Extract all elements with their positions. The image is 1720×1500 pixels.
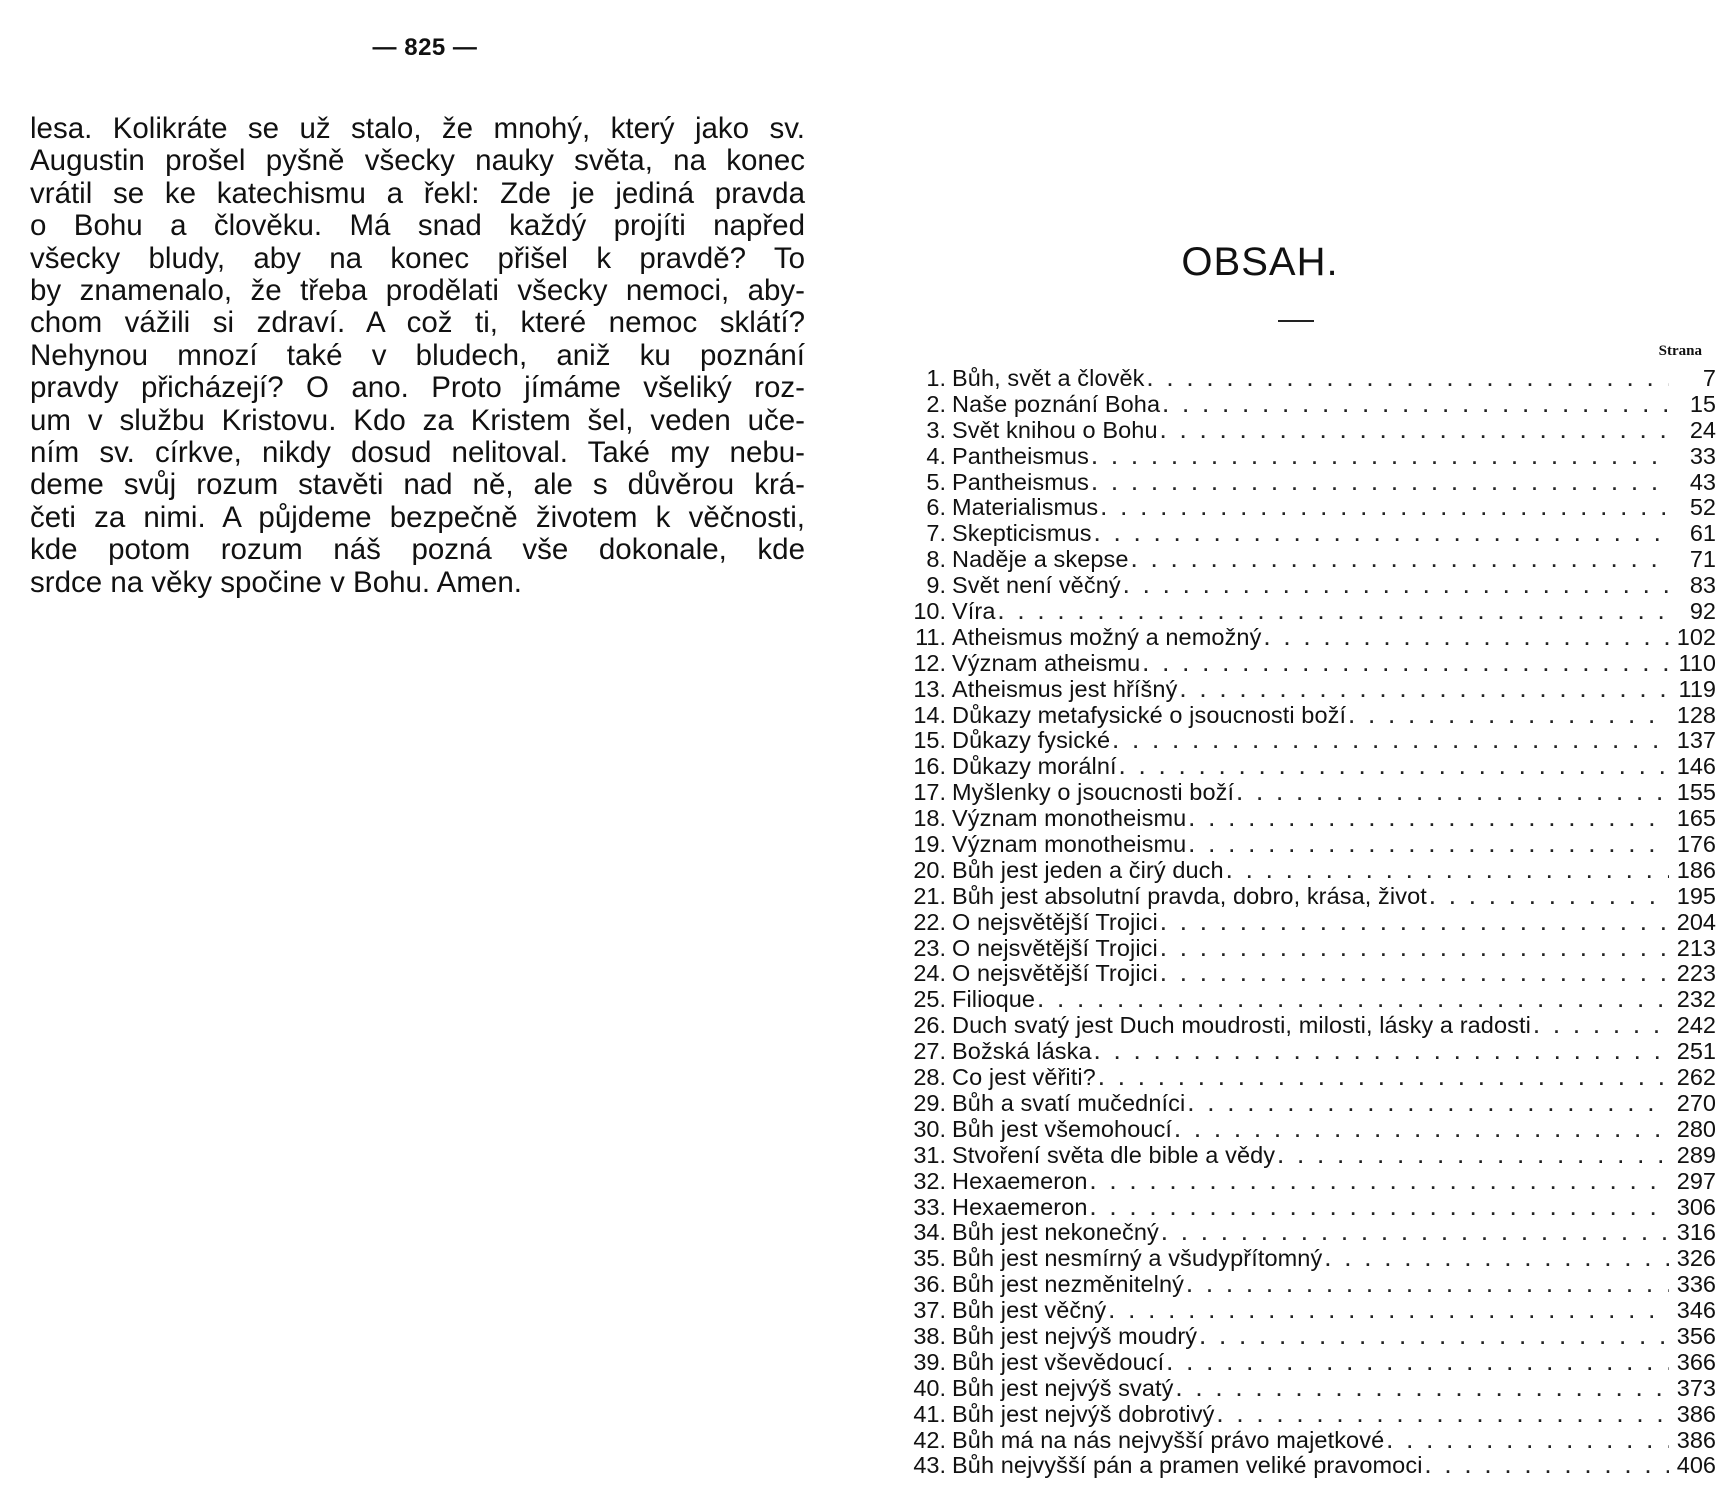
toc-entry-number: 39. — [913, 1348, 946, 1375]
toc-entry — [900, 1246, 1716, 1272]
toc-entry-number: 34. — [913, 1219, 946, 1246]
body-line: o Bohu a člověku. Má snad každý projíti napřed — [30, 209, 805, 243]
toc-entry-title: O nejsvětější Trojici — [952, 908, 1158, 935]
toc-entry-number: 4. — [926, 442, 946, 469]
toc-entry-page: 128 — [1676, 701, 1716, 728]
toc-entry-title: Naše poznání Boha — [952, 390, 1161, 417]
body-line: srdce na věky spočine v Bohu. Amen. — [30, 565, 522, 599]
title-divider — [1278, 320, 1314, 322]
toc-entry-page: 146 — [1676, 753, 1716, 780]
toc-entry-number: 20. — [913, 856, 946, 883]
dot-leader — [1217, 1404, 1669, 1430]
toc-entry-title: Naděje a skepse — [952, 546, 1129, 573]
toc-entry-page: 262 — [1676, 1064, 1716, 1091]
toc-heading: OBSAH. — [1181, 240, 1339, 284]
toc-entry-title: Materialismus — [952, 494, 1099, 521]
toc-entry-number: 35. — [913, 1245, 946, 1272]
toc-entry-number: 43. — [913, 1452, 946, 1479]
toc-entry-page: 356 — [1676, 1322, 1716, 1349]
body-line: deme svůj rozum stavěti nad ně, ale s důvěrou krá- — [30, 468, 805, 502]
toc-entry — [900, 1428, 1716, 1454]
toc-entry-page: 297 — [1676, 1167, 1716, 1194]
toc-entry — [900, 703, 1716, 729]
toc-entry-title: Bůh jest nejvýš moudrý — [952, 1322, 1198, 1349]
toc-entry-page: 71 — [1689, 546, 1716, 573]
toc-entry-number: 17. — [913, 779, 946, 806]
toc-entry-number: 32. — [913, 1167, 946, 1194]
toc-entry-title: Bůh jest nekonečný — [952, 1219, 1159, 1246]
toc-entry — [900, 1350, 1716, 1376]
toc-entry-number: 2. — [926, 390, 946, 417]
toc-entry-title: Důkazy fysické — [952, 727, 1111, 754]
dot-leader — [1095, 523, 1669, 549]
toc-entry — [900, 470, 1716, 496]
toc-entry — [900, 521, 1716, 547]
dot-leader — [1237, 782, 1669, 808]
toc-entry-number: 21. — [913, 882, 946, 909]
toc-entry — [900, 1402, 1716, 1428]
toc-entry-number: 18. — [913, 805, 946, 832]
dot-leader — [1091, 1171, 1669, 1197]
toc-entry-page: 155 — [1676, 779, 1716, 806]
toc-entry — [900, 1298, 1716, 1324]
toc-entry-number: 31. — [913, 1141, 946, 1168]
toc-entry-page: 204 — [1676, 908, 1716, 935]
toc-entry-title: O nejsvětější Trojici — [952, 934, 1158, 961]
toc-entry-page: 52 — [1689, 494, 1716, 521]
dot-leader — [1349, 705, 1669, 731]
toc-entry-number: 7. — [926, 520, 946, 547]
toc-entry — [900, 806, 1716, 832]
toc-entry-number: 14. — [913, 701, 946, 728]
toc-entry-title: Atheismus možný a nemožný — [952, 623, 1262, 650]
dot-leader — [1200, 1326, 1669, 1352]
toc-entry-page: 336 — [1676, 1271, 1716, 1298]
toc-entry — [900, 625, 1716, 651]
toc-entry-number: 26. — [913, 1012, 946, 1039]
dot-leader — [1161, 938, 1669, 964]
toc-entry — [900, 1065, 1716, 1091]
toc-entry-title: O nejsvětější Trojici — [952, 960, 1158, 987]
toc-entry — [900, 444, 1716, 470]
body-line: chom vážili si zdraví. A což ti, které nemoc sklátí? — [30, 306, 805, 340]
toc-entry-number: 28. — [913, 1064, 946, 1091]
toc-entry — [900, 1013, 1716, 1039]
toc-entry-page: 232 — [1676, 986, 1716, 1013]
toc-entry — [900, 1169, 1716, 1195]
toc-entry-page: 137 — [1676, 727, 1716, 754]
toc-entry-number: 24. — [913, 960, 946, 987]
toc-entry-title: Bůh, svět a člověk — [952, 365, 1145, 391]
toc-entry-number: 15. — [913, 727, 946, 754]
table-of-contents — [900, 366, 1716, 1479]
toc-entry-title: Atheismus jest hříšný — [952, 675, 1178, 702]
toc-entry-page: 251 — [1676, 1038, 1716, 1065]
toc-entry-title: Význam monotheismu — [952, 831, 1187, 858]
toc-entry-title: Duch svatý jest Duch moudrosti, milosti, lásky a radosti — [952, 1012, 1531, 1039]
toc-entry-number: 5. — [926, 468, 946, 495]
toc-entry-number: 38. — [913, 1322, 946, 1349]
dot-leader — [1124, 575, 1669, 601]
toc-entry-page: 316 — [1676, 1219, 1716, 1246]
toc-entry-page: 7 — [1702, 365, 1716, 391]
toc-entry-number: 11. — [915, 623, 946, 650]
toc-entry-number: 3. — [926, 416, 946, 443]
dot-leader — [1278, 1145, 1669, 1171]
toc-entry-title: Bůh jest vševědoucí — [952, 1348, 1165, 1375]
body-line: vrátil se ke katechismu a řekl: Zde je jediná pravda — [30, 176, 805, 210]
toc-entry-page: 386 — [1676, 1400, 1716, 1427]
toc-entry-title: Bůh jest absolutní pravda, dobro, krása, život — [952, 882, 1427, 909]
dot-leader — [1180, 679, 1669, 705]
right-page — [860, 0, 1720, 1500]
dot-leader — [1189, 808, 1669, 834]
toc-entry — [900, 1272, 1716, 1298]
toc-entry-number: 12. — [913, 649, 946, 676]
dot-leader — [1148, 368, 1669, 394]
dot-leader — [1264, 627, 1669, 653]
toc-entry-title: Pantheismus — [952, 468, 1089, 495]
toc-entry — [900, 547, 1716, 573]
toc-entry-number: 41. — [913, 1400, 946, 1427]
dot-leader — [1113, 730, 1669, 756]
toc-entry — [900, 1039, 1716, 1065]
toc-entry-page: 165 — [1676, 805, 1716, 832]
toc-entry-page: 33 — [1689, 442, 1716, 469]
toc-entry-page: 195 — [1676, 882, 1716, 909]
toc-entry-number: 29. — [913, 1089, 946, 1116]
toc-entry-title: Svět není věčný — [952, 572, 1121, 599]
body-line: všecky bludy, aby na konec přišel k pravdě? To — [30, 241, 805, 275]
toc-entry-page: 289 — [1676, 1141, 1716, 1168]
toc-entry-number: 36. — [913, 1271, 946, 1298]
toc-entry-title: Důkazy metafysické o jsoucnosti boží — [952, 701, 1347, 728]
toc-entry — [900, 884, 1716, 910]
toc-entry-number: 30. — [913, 1115, 946, 1142]
toc-entry — [900, 1220, 1716, 1246]
toc-entry — [900, 780, 1716, 806]
dot-leader — [1092, 472, 1669, 498]
toc-entry — [900, 987, 1716, 1013]
toc-entry-title: Bůh jest věčný — [952, 1297, 1107, 1324]
toc-entry — [900, 728, 1716, 754]
page-column-label: Strana — [1658, 343, 1702, 359]
toc-entry — [900, 495, 1716, 521]
toc-entry — [900, 832, 1716, 858]
dot-leader — [1143, 653, 1669, 679]
body-line: lesa. Kolikráte se už stalo, že mnohý, který jako sv. — [30, 112, 805, 145]
toc-entry — [900, 1376, 1716, 1402]
dot-leader — [1325, 1248, 1669, 1274]
toc-entry-page: 83 — [1689, 572, 1716, 599]
dot-leader — [1387, 1430, 1669, 1456]
body-line: ním sv. církve, nikdy dosud nelitoval. Také my nebu- — [30, 436, 805, 470]
toc-entry — [900, 392, 1716, 418]
toc-entry-title: Svět knihou o Bohu — [952, 416, 1158, 443]
toc-entry — [900, 1091, 1716, 1117]
toc-entry-number: 19. — [913, 831, 946, 858]
toc-entry-number: 25. — [913, 986, 946, 1013]
dot-leader — [1091, 1197, 1669, 1223]
toc-entry — [900, 651, 1716, 677]
dot-leader — [1092, 446, 1669, 472]
dot-leader — [1426, 1455, 1669, 1481]
toc-entry-page: 186 — [1676, 856, 1716, 883]
toc-entry-number: 40. — [913, 1374, 946, 1401]
toc-entry — [900, 1195, 1716, 1221]
toc-entry-title: Bůh jest jeden a čirý duch — [952, 856, 1224, 883]
toc-entry-title: Božská láska — [952, 1038, 1092, 1065]
toc-entry — [900, 936, 1716, 962]
dot-leader — [1132, 549, 1669, 575]
toc-entry-page: 373 — [1676, 1374, 1716, 1401]
toc-entry — [900, 754, 1716, 780]
toc-entry-title: Bůh jest nesmírný a všudypřítomný — [952, 1245, 1323, 1272]
toc-entry-title: Pantheismus — [952, 442, 1089, 469]
body-line: um v službu Kristovu. Kdo za Kristem šel, veden uče- — [30, 403, 805, 437]
body-line: četi za nimi. A půjdeme bezpečně životem k věčnosti, — [30, 500, 805, 534]
toc-entry-page: 280 — [1676, 1115, 1716, 1142]
toc-entry-title: Víra — [952, 598, 996, 625]
toc-entry-title: Bůh a svatí mučedníci — [952, 1089, 1186, 1116]
toc-entry-number: 42. — [913, 1426, 946, 1453]
dot-leader — [1163, 394, 1669, 420]
toc-entry-page: 346 — [1676, 1297, 1716, 1324]
toc-entry-number: 10. — [913, 598, 946, 625]
toc-entry-page: 110 — [1678, 649, 1716, 676]
toc-entry-page: 15 — [1689, 390, 1716, 417]
toc-entry-title: Význam monotheismu — [952, 805, 1187, 832]
toc-entry-page: 242 — [1676, 1012, 1716, 1039]
toc-entry — [900, 961, 1716, 987]
toc-entry — [900, 858, 1716, 884]
toc-entry-title: Význam atheismu — [952, 649, 1141, 676]
toc-entry-title: Hexaemeron — [952, 1167, 1088, 1194]
dot-leader — [1177, 1378, 1669, 1404]
toc-entry-page: 92 — [1689, 598, 1716, 625]
toc-entry-title: Bůh jest nejvýš svatý — [952, 1374, 1174, 1401]
body-line: kde potom rozum náš pozná vše dokonale, kde — [30, 533, 805, 567]
dot-leader — [1189, 834, 1669, 860]
toc-entry-title: Bůh nejvyšší pán a pramen veliké pravomoci — [952, 1452, 1423, 1479]
dot-leader — [1187, 1274, 1669, 1300]
toc-entry — [900, 677, 1716, 703]
toc-entry — [900, 1117, 1716, 1143]
toc-entry-page: 24 — [1689, 416, 1716, 443]
page-number: — 825 — — [372, 34, 478, 61]
toc-entry-number: 33. — [913, 1193, 946, 1220]
toc-entry-number: 13. — [913, 675, 946, 702]
dot-leader — [1101, 497, 1669, 523]
toc-entry-title: Myšlenky o jsoucnosti boží — [952, 779, 1235, 806]
toc-entry — [900, 1453, 1716, 1479]
toc-entry-number: 23. — [913, 934, 946, 961]
toc-entry — [900, 599, 1716, 625]
toc-entry-number: 6. — [926, 494, 946, 521]
toc-entry-page: 119 — [1678, 675, 1716, 702]
toc-entry-number: 22. — [913, 908, 946, 935]
toc-entry — [900, 573, 1716, 599]
toc-entry — [900, 1143, 1716, 1169]
toc-entry-page: 270 — [1676, 1089, 1716, 1116]
dot-leader — [1175, 1119, 1669, 1145]
toc-entry-page: 43 — [1689, 468, 1716, 495]
dot-leader — [1188, 1093, 1669, 1119]
dot-leader — [1161, 912, 1669, 938]
toc-entry-title: Filioque — [952, 986, 1036, 1013]
dot-leader — [1161, 963, 1669, 989]
body-line: pravdy přicházejí? O ano. Proto jímáme všeliký roz- — [30, 371, 805, 405]
toc-entry-page: 61 — [1689, 520, 1716, 547]
toc-entry — [900, 1324, 1716, 1350]
toc-entry-title: Bůh jest nejvýš dobrotivý — [952, 1400, 1215, 1427]
toc-entry-title: Skepticismus — [952, 520, 1092, 547]
dot-leader — [1227, 860, 1669, 886]
toc-entry-number: 37. — [913, 1297, 946, 1324]
dot-leader — [1430, 886, 1669, 912]
toc-entry — [900, 366, 1716, 392]
toc-entry-number: 8. — [926, 546, 946, 573]
toc-entry-page: 213 — [1676, 934, 1716, 961]
body-text — [30, 113, 805, 599]
toc-entry-title: Stvoření světa dle bible a vědy — [952, 1141, 1276, 1168]
toc-entry-number: 9. — [926, 572, 946, 599]
body-line: Augustin prošel pyšně všecky nauky světa, na konec — [30, 144, 805, 178]
toc-entry-page: 306 — [1676, 1193, 1716, 1220]
toc-entry-number: 16. — [913, 753, 946, 780]
toc-entry-title: Bůh jest všemohoucí — [952, 1115, 1173, 1142]
body-line: by znamenalo, že třeba prodělati všecky nemoci, aby- — [30, 274, 805, 308]
dot-leader — [1161, 420, 1669, 446]
dot-leader — [1534, 1015, 1669, 1041]
toc-entry-page: 102 — [1676, 623, 1716, 650]
toc-entry-page: 326 — [1676, 1245, 1716, 1272]
toc-entry-page: 223 — [1676, 960, 1716, 987]
toc-entry — [900, 910, 1716, 936]
toc-entry-page: 176 — [1676, 831, 1716, 858]
dot-leader — [1095, 1041, 1669, 1067]
toc-entry-page: 386 — [1676, 1426, 1716, 1453]
toc-entry-number: 1. — [926, 365, 946, 391]
toc-entry-page: 366 — [1676, 1348, 1716, 1375]
toc-entry — [900, 418, 1716, 444]
dot-leader — [1167, 1352, 1669, 1378]
toc-entry-page: 406 — [1676, 1452, 1716, 1479]
toc-entry-title: Bůh má na nás nejvyšší právo majetkové — [952, 1426, 1385, 1453]
toc-entry-title: Bůh jest nezměnitelný — [952, 1271, 1185, 1298]
body-line: Nehynou mnozí také v bludech, aniž ku poznání — [30, 338, 805, 372]
toc-entry-number: 27. — [913, 1038, 946, 1065]
toc-entry-title: Hexaemeron — [952, 1193, 1088, 1220]
toc-entry-title: Co jest věřiti? — [952, 1064, 1096, 1091]
toc-entry-title: Důkazy morální — [952, 753, 1117, 780]
